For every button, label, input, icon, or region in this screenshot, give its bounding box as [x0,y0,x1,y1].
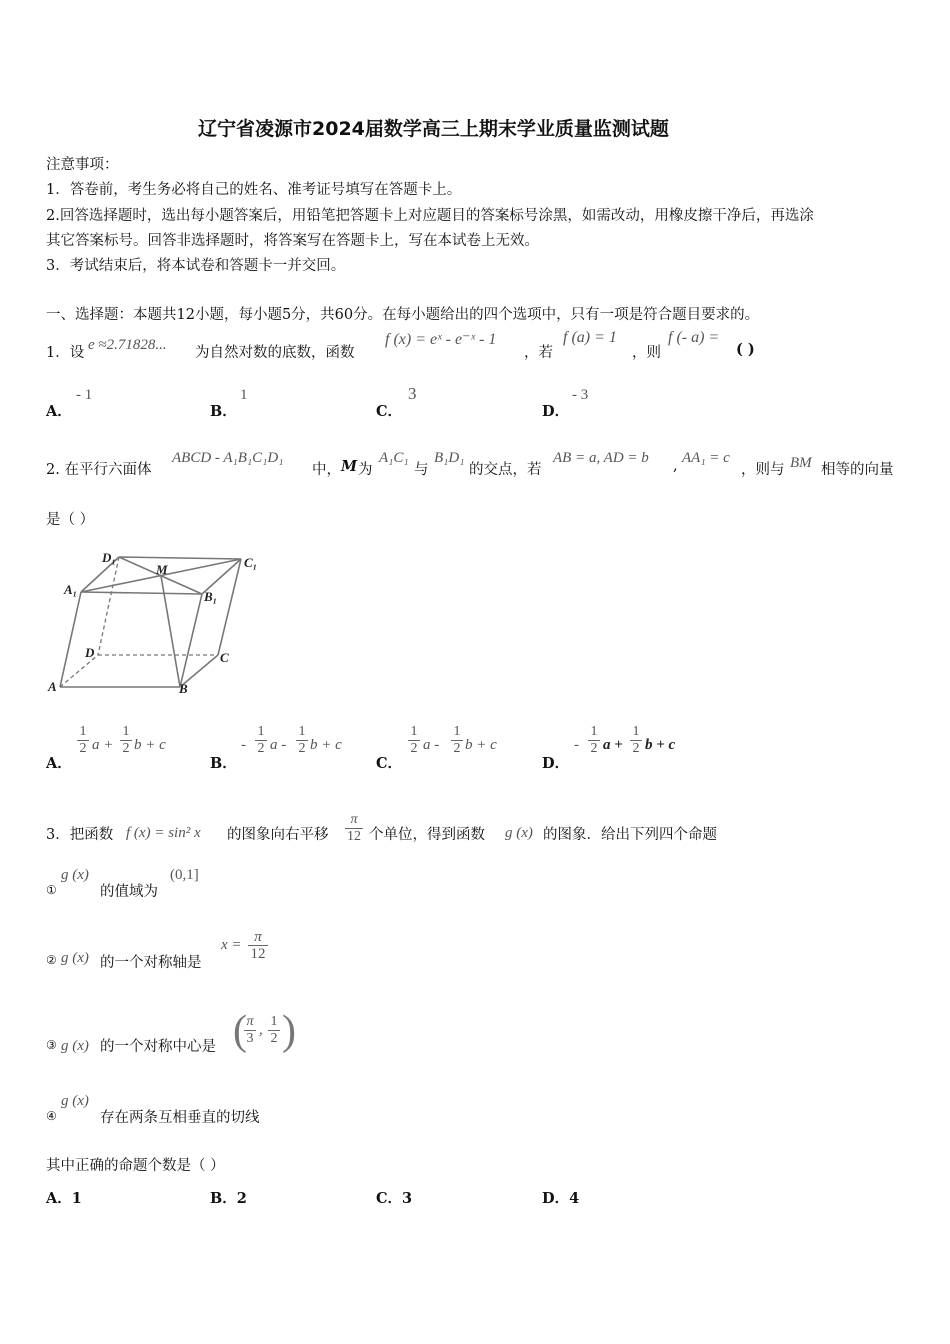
q2-option-d-den2: 2 [630,740,642,757]
q2-text-line2: 是（ ） [46,512,95,528]
q3-s3-paren-right: ) [282,1008,296,1054]
q3-s2-frac [248,929,268,962]
q3-math-g: g (x) [505,825,533,841]
q2-option-a-den2: 2 [120,740,132,757]
label-a: A [48,679,57,694]
label-b: B [179,681,188,696]
q2-point-m: M [341,458,358,475]
q2-option-a-tail: b + c [134,737,166,753]
q2-option-b-den1: 2 [255,740,267,757]
q2-math-aa1: AA₁ = c [682,450,730,466]
hidden-edge-d1-d [98,557,119,655]
q2-option-d-sign: - [574,737,579,753]
q2-option-c-mid: a - [423,737,440,753]
q1-math-fa: f (a) = 1 [563,329,617,346]
notice-item-1: 1．答卷前，考生务必将自己的姓名、准考证号填写在答题卡上。 [46,182,462,198]
q2-option-b-tail: b + c [310,737,342,753]
q2-option-c-den1: 2 [408,740,420,757]
q3-s3-3: 3 [244,1030,256,1047]
q2-option-d-frac2 [630,724,642,757]
notice-heading: 注意事项： [46,157,119,173]
q1-text-3: ，若 [524,345,553,361]
q3-option-d-value: 4 [569,1190,580,1207]
q3-s2-fn: g (x) [61,950,89,966]
q3-option-c [376,1187,412,1208]
q2-option-a-num1: 1 [79,724,87,739]
q3-option-c-label: C． [376,1190,403,1207]
q2-option-c-num1: 1 [410,724,418,739]
q2-option-b-num1: 1 [257,724,265,739]
q2-option-a-label: A． [46,755,72,772]
q3-text-1: 3．把函数 [46,827,114,843]
q2-option-a-num2: 1 [122,724,130,739]
q3-s1-text: 的值域为 [100,884,158,900]
q3-s2-mark: ② [46,953,57,967]
q3-s4-mark: ④ [46,1109,57,1123]
q1-option-a-value: - 1 [76,387,93,403]
edge-c1-c [218,559,241,655]
page-title: 辽宁省凌源市2024届数学高三上期末学业质量监测试题 [198,118,669,140]
q2-option-b-frac2 [296,724,308,757]
q1-math-f: f (x) = eˣ - e⁻ˣ - 1 [385,331,497,348]
q2-option-c-label: C． [376,755,403,772]
q2-option-d-frac1 [588,724,600,757]
q2-option-d-mid: a + [603,737,623,753]
q3-s3-mark: ③ [46,1038,57,1052]
notice-item-2-cont: 其它答案标号。回答非选择题时，将答案写在答题卡上，写在本试卷上无效。 [46,233,539,249]
section-heading: 一、选择题：本题共12小题，每小题5分，共60分。在每小题给出的四个选项中，只有一项是符合题目要求的。 [46,307,760,323]
q2-text-5: 的交点，若 [469,462,542,478]
notice-item-2: 2.回答选择题时，选出每小题答案后，用铅笔把答题卡上对应题目的答案标号涂黑，如需改动，用橡皮擦干净后，再选涂 [46,208,814,224]
q2-option-b-den2: 2 [296,740,308,757]
q2-option-b-num2: 1 [298,724,306,739]
q3-s3-2: 2 [268,1030,280,1047]
q2-option-b-label: B． [210,755,237,772]
q1-option-a-label: A． [46,403,72,420]
q3-s3-frac2 [268,1014,280,1047]
q2-math-solid: ABCD - A₁B₁C₁D₁ [172,450,284,466]
q3-s3-comma: , [259,1022,263,1038]
q2-option-c-den2: 2 [451,740,463,757]
q1-text-4: ，则 [632,345,661,361]
edge-d1-c1 [119,557,241,559]
q3-option-a-value: 1 [71,1190,82,1207]
q1-option-b-label: B． [210,403,237,420]
q1-option-d-label: D． [542,403,570,420]
q1-option-d-value: - 3 [572,387,589,403]
q3-s3-frac1 [244,1014,256,1047]
q2-option-c-tail: b + c [465,737,497,753]
label-b1: B₁ [204,589,218,604]
q1-paren: ( ) [736,341,755,358]
q2-text-4: 与 [414,462,429,478]
edge-b1-b [180,594,202,687]
q2-text-2: 中， [312,462,341,478]
q2-option-d-tail: b + c [645,737,676,753]
q2-option-a-frac2 [120,724,132,757]
label-d1: D₁ [102,550,116,565]
label-d: D [85,645,95,660]
q2-math-b1d1: B₁D₁ [434,450,465,466]
q3-option-b-label: B． [210,1190,237,1207]
label-c: C [220,650,229,665]
q3-shift-12: 12 [347,829,361,844]
q2-option-c-frac2 [451,724,463,757]
q1-option-b-value: 1 [240,387,248,403]
q2-option-c-num2: 1 [453,724,461,739]
q2-math-ab-ad: AB = a, AD = b [553,450,649,466]
line-m-b [161,576,180,687]
q3-option-c-value: 3 [402,1190,413,1207]
q2-text-3: 为 [358,462,373,478]
label-c1: C₁ [244,555,258,570]
q2-option-b-mid: a - [270,737,287,753]
q3-s3-fn: g (x) [61,1038,89,1054]
q3-s3-paren-left: ( [233,1008,247,1054]
q3-s2-12: 12 [248,945,268,962]
q2-option-a-den1: 2 [77,740,89,757]
q2-option-b-sign: - [241,737,246,753]
q2-text-6: ，则与 [741,462,785,478]
q3-s2-text: 的一个对称轴是 [100,955,202,971]
q3-ask: 其中正确的命题个数是（ ） [46,1158,225,1174]
q2-text-1: 2. 在平行六面体 [46,462,152,478]
q3-option-a-label: A． [46,1190,72,1207]
q3-option-d-label: D． [542,1190,570,1207]
q3-s3-1: 1 [270,1014,278,1029]
q1-text-2: 为自然对数的底数，函数 [195,345,355,361]
q3-s2-x: x = [221,937,242,953]
q2-option-d-label: D． [542,755,570,772]
q3-math-f: f (x) = sin² x [126,825,201,841]
q2-option-d-den1: 2 [588,740,600,757]
q2-option-b-frac1 [255,724,267,757]
q2-text-7: 相等的向量 [821,462,894,478]
q3-text-4: 的图象．给出下列四个命题 [543,827,717,843]
q2-option-d-num1: 1 [590,724,598,739]
q2-option-c-frac1 [408,724,420,757]
q3-s1-mark: ① [46,883,57,897]
q1-option-c-value: 3 [408,384,417,403]
q3-shift-frac [345,812,363,845]
q2-option-a-frac1 [77,724,89,757]
q1-option-c-label: C． [376,403,403,420]
q3-option-b-value: 2 [236,1190,247,1207]
q3-text-2: 的图象向右平移 [227,827,329,843]
q3-s1-set: (0,1] [170,867,199,883]
q1-math-fneg: f (- a) = [668,329,720,346]
q3-s2-pi: π [254,929,262,945]
q3-option-b [210,1187,247,1208]
q2-math-bm: BM [790,455,812,471]
q3-s3-pi: π [246,1014,254,1029]
q3-option-a [46,1187,82,1208]
parallelepiped-figure [40,545,270,700]
q1-math-e: e ≈2.71828... [88,337,167,353]
q3-s4-fn: g (x) [61,1093,89,1109]
label-a1: A₁ [64,582,78,597]
q3-option-d [542,1187,579,1208]
q3-s3-text: 的一个对称中心是 [100,1039,216,1055]
q2-option-a-mid: a + [92,737,114,753]
label-m: M [156,562,168,577]
q2-math-a1c1: A₁C₁ [379,450,409,466]
q3-shift-pi: π [350,812,358,827]
q3-s4-text: 存在两条互相垂直的切线 [100,1110,260,1126]
q3-text-3: 个单位，得到函数 [369,827,485,843]
notice-item-3: 3．考试结束后，将本试卷和答题卡一并交回。 [46,258,346,274]
q2-option-d-num2: 1 [632,724,640,739]
edge-a1-b1 [81,592,202,594]
q3-s1-fn: g (x) [61,867,89,883]
q1-text-1: 1．设 [46,345,85,361]
q2-comma: , [673,458,678,474]
